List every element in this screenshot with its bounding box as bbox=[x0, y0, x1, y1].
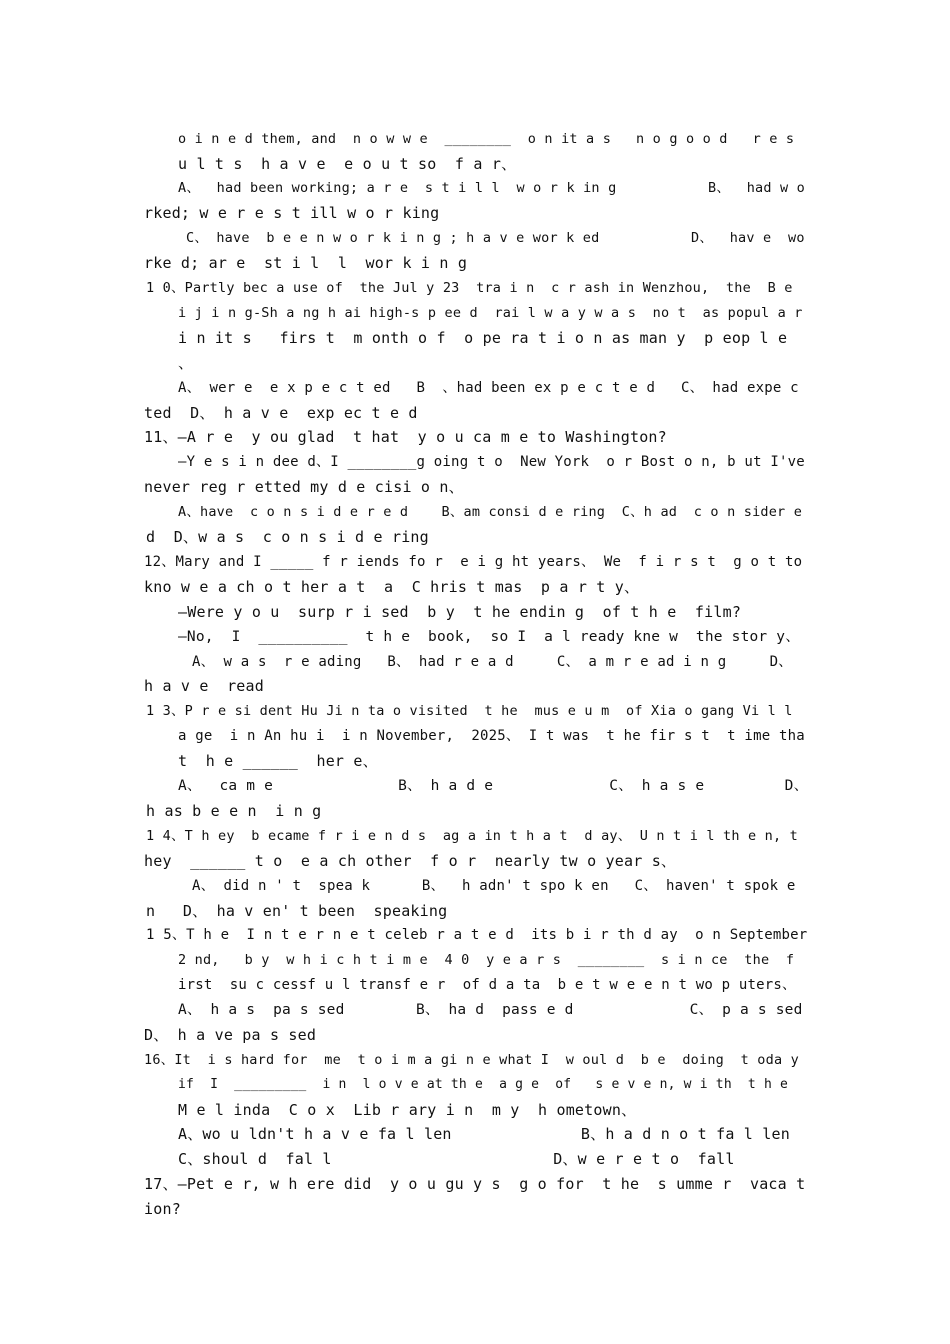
text-line: A、 w a s r e ading B、 had r e a d C、 a m r e ad i n g D、 bbox=[192, 654, 793, 670]
text-line: ion? bbox=[144, 1200, 181, 1218]
text-line: 11、—A r e y ou glad t hat y o u ca m e to Washington? bbox=[144, 428, 667, 446]
text-line: 1 5、T h e I n t e r n e t celeb r a t e d its b i r th d ay o n September bbox=[146, 927, 808, 943]
text-line: u l t s h a v e e o u t so f a r、 bbox=[178, 155, 517, 173]
text-line: a ge i n An hu i i n November, 2025、 I t was t he fir s t t ime tha bbox=[178, 728, 805, 744]
text-line: kno w e a ch o t her a t a C hris t mas p a r t y、 bbox=[144, 578, 640, 596]
text-line: 16、It i s hard for me t o i m a gi n e what I w oul d b e doing t oda y bbox=[144, 1052, 799, 1068]
text-line: —Y e s i n dee d、I ________g oing t o New York o r Bost o n, b ut I've bbox=[178, 454, 805, 470]
text-line: A、 ca m e B、 h a d e C、 h a s e D、 bbox=[178, 778, 809, 794]
text-line: 2 nd, b y w h i c h t i m e 4 0 y e a r s ________ s i n ce the f bbox=[178, 952, 795, 968]
text-line: —Were y o u surp r i sed b y t he endin g of t h e film? bbox=[178, 603, 742, 621]
text-line: A、 had been working; a r e s t i l l w o r k in g B、 had w o bbox=[178, 180, 805, 196]
text-line: never reg r etted my d e cisi o n、 bbox=[144, 478, 464, 496]
text-line: 17、—Pet e r, w h ere did y o u gu y s g o for t he s umme r vaca t bbox=[144, 1175, 806, 1193]
text-line: M e l inda C o x Lib r ary i n m y h ometown、 bbox=[178, 1101, 637, 1119]
text-line: ted D、 h a v e exp ec t e d bbox=[144, 404, 418, 422]
text-line: hey ______ t o e a ch other f o r nearly tw o year s、 bbox=[144, 852, 677, 870]
text-line: A、 did n ' t spea k B、 h adn' t spo k en C、 haven' t spok e bbox=[192, 878, 796, 894]
text-line: C、 have b e e n w o r k i n g ; h a v e wor k ed D、 hav e wo bbox=[186, 230, 805, 246]
text-line: h as b e e n i n g bbox=[146, 802, 322, 820]
text-line: i n it s firs t m onth o f o pe ra t i o n as man y p eop l e bbox=[178, 329, 788, 347]
text-line: A、 wer e e x p e c t ed B 、had been ex p e c t e d C、 had expe c bbox=[178, 380, 799, 396]
text-line: o i n e d them, and n o w w e ________ o n it a s n o g o o d r e s bbox=[178, 131, 795, 147]
text-line: 1 0、Partly bec a use of the Jul y 23 tra i n c r ash in Wenzhou, the B e bbox=[146, 280, 793, 296]
text-line: A、wo u ldn't h a v e fa l len B、h a d n o t fa l len bbox=[178, 1125, 790, 1143]
text-line: d D、w a s c o n s i d e ring bbox=[146, 528, 429, 546]
text-line: 12、Mary and I _____ f r iends fo r e i g ht years、 We f i r s t g o t to bbox=[144, 554, 803, 570]
text-line: 1 3、P r e si dent Hu Ji n ta o visited t he mus e u m of Xia o gang Vi l l bbox=[146, 703, 793, 719]
text-line: C、shoul d fal l D、w e r e t o fall bbox=[178, 1150, 735, 1168]
text-line: D、 h a ve pa s sed bbox=[144, 1026, 317, 1044]
text-line: if I _________ i n l o v e at th e a g e of s e v e n, w i th t h e bbox=[178, 1077, 789, 1092]
text-line: rked; w e r e s t ill w o r king bbox=[144, 204, 440, 222]
text-line: h a v e read bbox=[144, 677, 264, 695]
text-line: A、 h a s pa s sed B、 ha d pass e d C、 p a s sed bbox=[178, 1002, 803, 1018]
text-line: 1 4、T h ey b ecame f r i e n d s ag a in t h a t d ay、 U n t i l th e n, t bbox=[146, 828, 798, 844]
text-line: irst su c cessf u l transf e r of d a ta b e t w e e n t wo p uters、 bbox=[178, 977, 797, 993]
text-line: t h e ______ her e、 bbox=[178, 752, 378, 770]
text-line: rke d; ar e st i l l wor k i n g bbox=[144, 254, 468, 272]
text-line: A、have c o n s i d e r e d B、am consi d e ring C、h ad c o n sider e bbox=[178, 504, 803, 520]
text-line: i j i n g-Sh a ng h ai high-s p ee d rai l w a y w a s no t as popul a r bbox=[178, 305, 803, 321]
text-line: n D、 ha v en' t been speaking bbox=[146, 902, 448, 920]
text-line: —No, I __________ t h e book, so I a l ready kne w the stor y、 bbox=[178, 629, 800, 645]
text-line: 、 bbox=[178, 354, 194, 372]
